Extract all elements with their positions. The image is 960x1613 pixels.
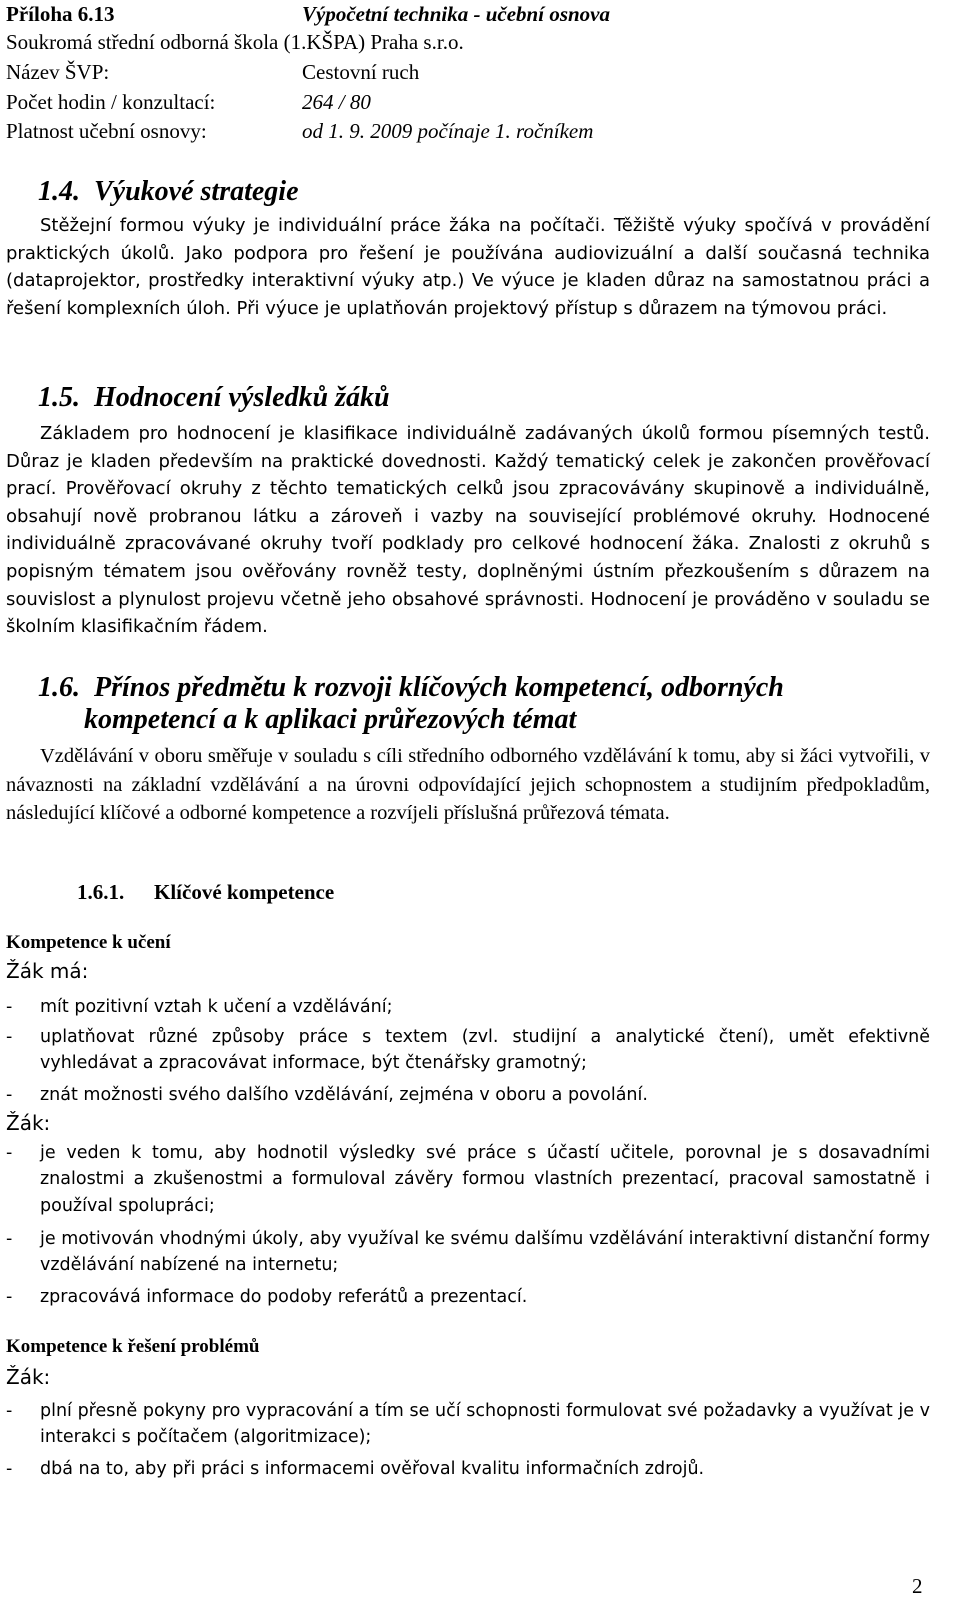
validity-value: od 1. 9. 2009 počínaje 1. ročníkem: [302, 119, 594, 143]
validity-row: [6, 117, 594, 145]
list-item: - plní přesně pokyny pro vypracování a tím se učí schopnosti formulovat své požadavky a využívat je v interakci s počítačem (algoritmizace);: [6, 1398, 930, 1451]
program-label: Název ŠVP:: [6, 60, 110, 84]
list-item: - mít pozitivní vztah k učení a vzdělávání;: [6, 994, 930, 1020]
learning-group1-label: Žák má:: [6, 959, 89, 983]
attachment-label: Příloha 6.13 Výpočetní technika - učební osnova: [6, 2, 610, 26]
section-heading-1-6-line2: kompetencí a k aplikaci průřezových témat: [84, 704, 577, 735]
list-item: - dbá na to, aby při práci s informacemi ověřoval kvalitu informačních zdrojů.: [6, 1456, 930, 1482]
bullet-dash: -: [6, 1085, 13, 1105]
section-heading-1-4: 1.4. Výukové strategie: [38, 176, 299, 207]
program-value: Cestovní ruch: [302, 60, 420, 84]
bullet-dash: -: [6, 997, 13, 1017]
syllabus-title: Výpočetní technika - učební osnova: [302, 2, 610, 26]
problems-group-label: Žák:: [6, 1365, 51, 1389]
bullet-dash: -: [6, 1459, 13, 1479]
bullet-dash: -: [6, 1401, 13, 1421]
hours-row: [6, 88, 371, 116]
list-item: - zpracovává informace do podoby referátů a prezentací.: [6, 1284, 930, 1310]
bullet-dash: -: [6, 1143, 13, 1163]
section-heading-1-5: 1.5. Hodnocení výsledků žáků: [38, 382, 390, 413]
problems-heading: Kompetence k řešení problémů: [6, 1336, 260, 1357]
subsection-heading-1-6-1: 1.6.1. Klíčové kompetence: [77, 880, 335, 904]
bullet-dash: -: [6, 1027, 13, 1047]
hours-label: Počet hodin / konzultací:: [6, 90, 216, 114]
learning-group2-label: Žák:: [6, 1111, 51, 1135]
strategies-paragraph: Stěžejní formou výuky je individuální práce žáka na počítači. Těžiště výuky spočívá v provádění praktických úkolů. Jako podpora pro řešení je používána audiovizuální a další současná technika (dataprojektor, prostředky interaktivní výuky atp.) Ve výuce je kladen důraz na samostatnou práci a řešení komplexních úloh. Při výuce je uplatňován projektový přístup s důrazem na týmovou práci.: [6, 215, 930, 319]
school-name: Soukromá střední odborná škola (1.KŠPA) Praha s.r.o.: [6, 30, 464, 54]
section-heading-1-6: 1.6. Přínos předmětu k rozvoji klíčových kompetencí, odborných: [38, 672, 784, 703]
list-item: - uplatňovat různé způsoby práce s textem (zvl. studijní a analytické čtení), umět efektivně vyhledávat a zpracovávat informace, být čtenářsky gramotný;: [6, 1024, 930, 1077]
hours-value: 264 / 80: [302, 90, 371, 114]
bullet-dash: -: [6, 1229, 13, 1249]
page-number: 2: [912, 1574, 923, 1598]
learning-heading: Kompetence k učení: [6, 932, 171, 953]
list-item: - je veden k tomu, aby hodnotil výsledky své práce s účastí učitele, porovnal je s dosavadními znalostmi a zkušenostmi a formuloval závěry formou vlastních prezentací, pracoval samostatně i používal spolupráci;: [6, 1140, 930, 1219]
assessment-paragraph: Základem pro hodnocení je klasifikace individuálně zadávaných úkolů formou písemných testů. Důraz je kladen především na praktické dovednosti. Každý tematický celek je zakončen prověřovací prací. Prověřovací okruhy z těchto tematických celků jsou zpracovávány skupinově a individuálně, obsahují nově probranou látku a zároveň i vazby na související problémové okruhy. Hodnocené individuálně zpracovávané okruhy tvoří podklady pro celkové hodnocení žáka. Znalosti z okruhů s popisným tématem jsou ověřovány rovněž testy, doplněnými ústním přezkoušením s důrazem na souvislost a plynulost projevu včetně jeho obsahové správnosti. Hodnocení je prováděno v souladu se školním klasifikačním řádem.: [6, 423, 930, 638]
bullet-dash: -: [6, 1287, 13, 1307]
validity-label: Platnost učební osnovy:: [6, 119, 207, 143]
program-row: [6, 58, 420, 86]
competences-paragraph: Vzdělávání v oboru směřuje v souladu s cíli středního odborného vzdělávání k tomu, aby si žáci vytvořili, v návaznosti na základní vzdělávání a na úrovni odpovídající jejich schopnostem a studijním předpokladům, následující klíčové a odborné kompetence a rozvíjeli příslušná průřezová témata.: [6, 745, 930, 825]
list-item: - znát možnosti svého dalšího vzdělávání, zejména v oboru a povolání.: [6, 1082, 930, 1108]
list-item: - je motivován vhodnými úkoly, aby využíval ke svému dalšímu vzdělávání interaktivní distanční formy vzdělávání nabízené na internetu;: [6, 1226, 930, 1279]
